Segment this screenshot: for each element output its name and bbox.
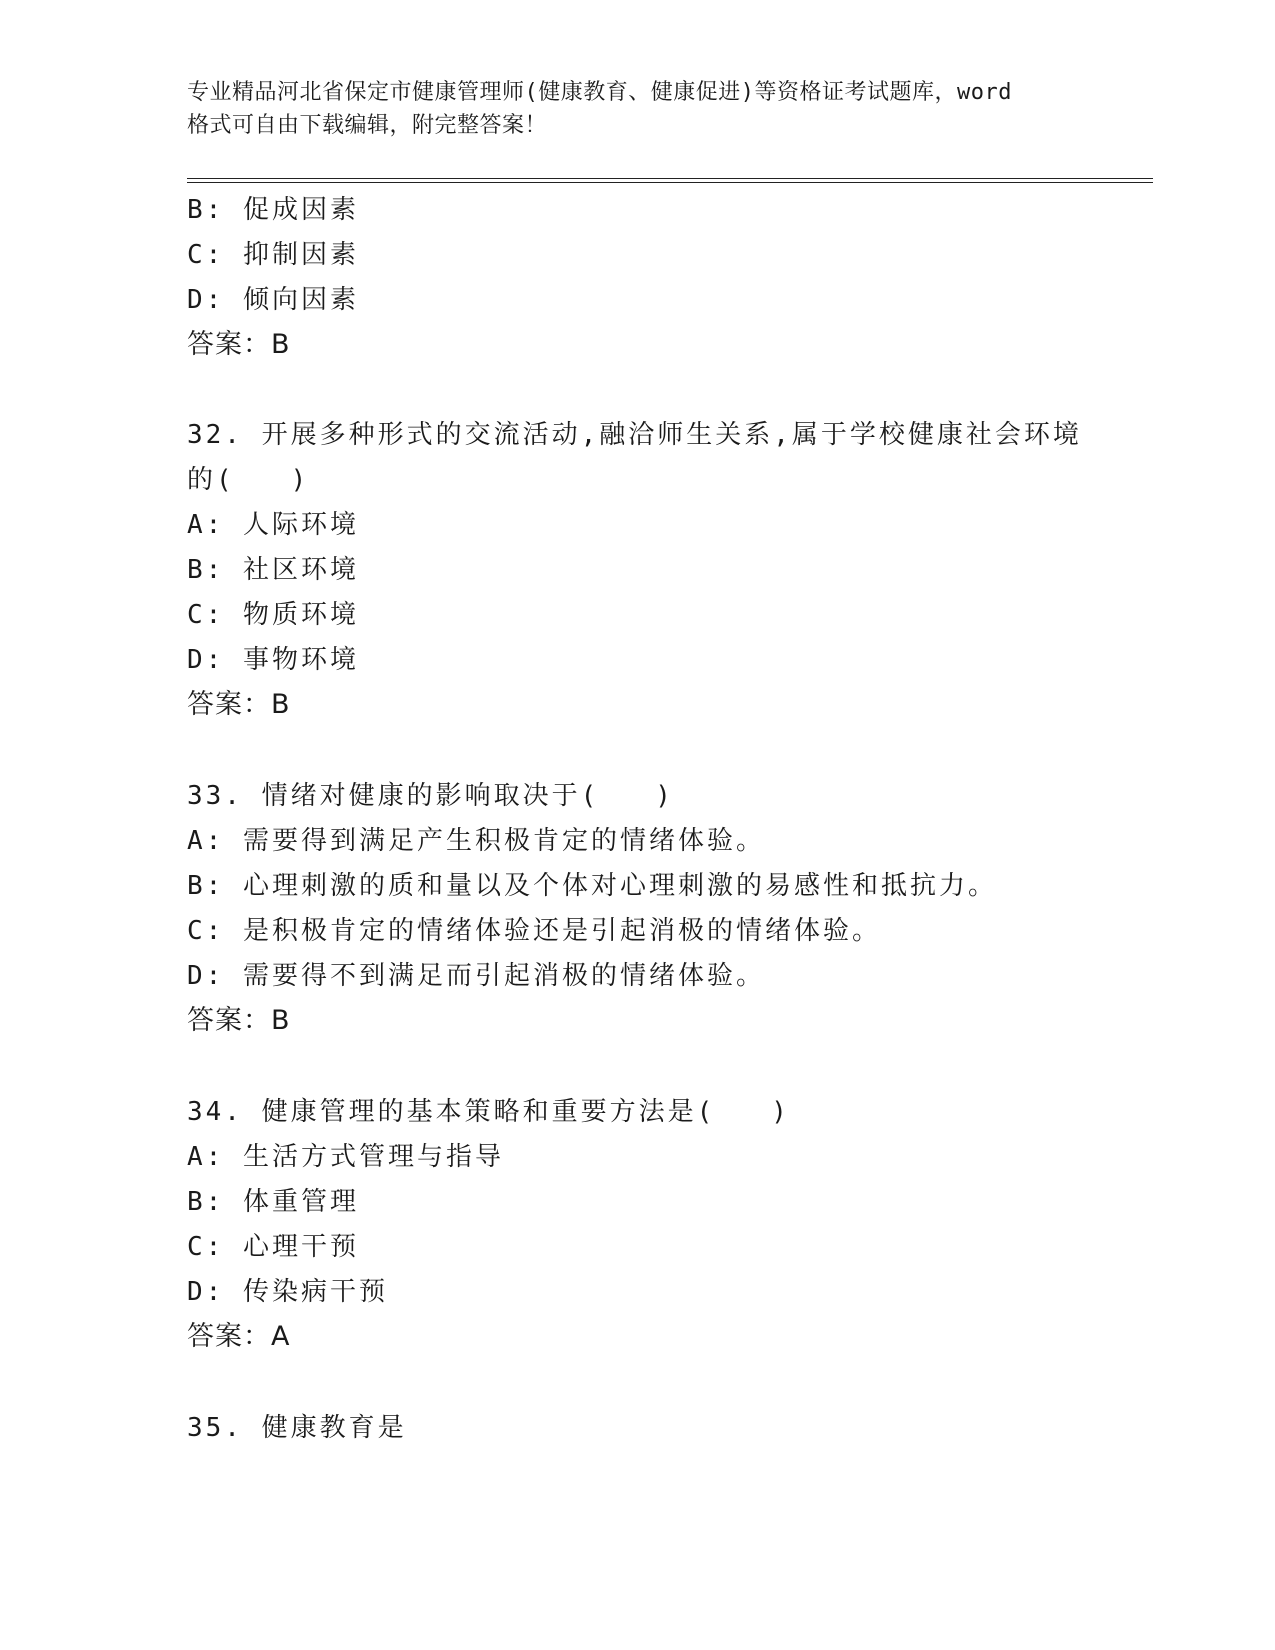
q31-answer: 答案：B (187, 329, 291, 360)
q32-stem-line-2: 的( ) (187, 465, 310, 495)
q32-option-d: D: 事物环境 (187, 645, 359, 675)
q32-option-b: B: 社区环境 (187, 555, 359, 585)
q31-option-b: B: 促成因素 (187, 195, 359, 225)
q32-option-c: C: 物质环境 (187, 600, 359, 630)
q35-stem: 35. 健康教育是 (187, 1413, 407, 1443)
q34-option-d: D: 传染病干预 (187, 1277, 388, 1307)
q31-option-d: D: 倾向因素 (187, 285, 359, 315)
q34-option-b: B: 体重管理 (187, 1187, 359, 1217)
q33-option-d: D: 需要得不到满足而引起消极的情绪体验。 (187, 961, 765, 991)
document-header (187, 76, 1087, 142)
header-line-2: 格式可自由下载编辑，附完整答案！ (187, 113, 548, 138)
q34-answer: 答案：A (187, 1321, 291, 1352)
header-line-1: 专业精品河北省保定市健康管理师(健康教育、健康促进)等资格证考试题库，word (187, 80, 1012, 105)
q32-answer: 答案：B (187, 689, 291, 720)
q31-option-c: C: 抑制因素 (187, 240, 359, 270)
q34-option-a: A: 生活方式管理与指导 (187, 1142, 504, 1172)
q32-stem-line-1: 32. 开展多种形式的交流活动,融洽师生关系,属于学校健康社会环境 (187, 420, 1082, 450)
q32-option-a: A: 人际环境 (187, 510, 359, 540)
header-divider-bottom (187, 182, 1153, 183)
q34-stem: 34. 健康管理的基本策略和重要方法是( ) (187, 1097, 790, 1127)
q33-stem: 33. 情绪对健康的影响取决于( ) (187, 781, 674, 811)
q34-option-c: C: 心理干预 (187, 1232, 359, 1262)
q33-answer: 答案：B (187, 1005, 291, 1036)
header-divider-top (187, 178, 1153, 179)
q33-option-c: C: 是积极肯定的情绪体验还是引起消极的情绪体验。 (187, 916, 881, 946)
q33-option-a: A: 需要得到满足产生积极肯定的情绪体验。 (187, 826, 765, 856)
q33-option-b: B: 心理刺激的质和量以及个体对心理刺激的易感性和抵抗力。 (187, 871, 997, 901)
